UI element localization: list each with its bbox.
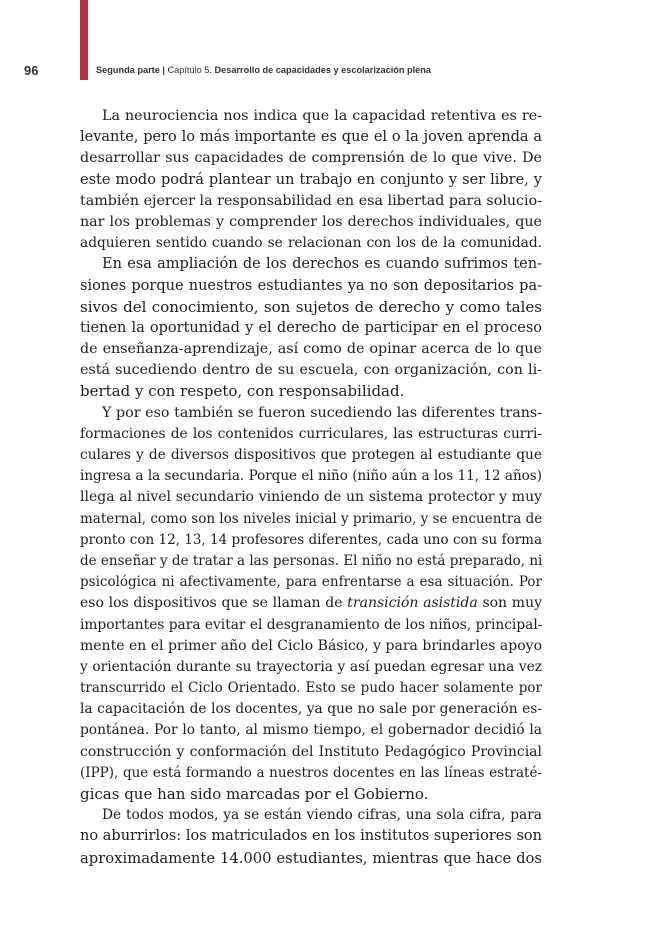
- text-line: ingresa a la secundaria. Porque el niño (niño aún a los 11, 12 años): [80, 468, 542, 485]
- text-line: y orientación durante su trayectoria y así puedan egresar una vez: [80, 658, 542, 675]
- text-line: de enseñar y de tratar a las personas. El niño no está preparado, ni: [80, 552, 543, 569]
- text-line: pronto con 12, 13, 14 profesores diferentes, cada uno con su forma: [80, 531, 542, 548]
- text-line: (IPP), que está formando a nuestros docentes en las líneas estraté-: [80, 764, 542, 781]
- text-line: tienen la oportunidad y el derecho de participar en el proceso: [80, 319, 542, 336]
- text-line: nar los problemas y comprender los derechos individuales, que: [80, 213, 542, 230]
- text-line: formaciones de los contenidos curriculares, las estructuras curri-: [80, 425, 542, 442]
- text-line: transcurrido el Ciclo Orientado. Esto se pudo hacer solamente por: [80, 680, 542, 697]
- text-line: adquieren sentido cuando se relacionan con los de la comunidad.: [80, 235, 542, 252]
- text-line: culares y de diversos dispositivos que protegen al estudiante que: [80, 447, 542, 463]
- text-line: bertad y con respeto, con responsabilidad.: [80, 382, 405, 401]
- emphasized-term: transición asistida: [347, 595, 478, 612]
- text-line: sivos del conocimiento, son sujetos de derecho y como tales: [80, 297, 542, 316]
- text-line: maternal, como son los niveles inicial y primario, y se encuentra de: [80, 510, 543, 527]
- running-head-chapter: Capítulo 5.: [167, 65, 212, 75]
- text-line: está sucediendo dentro de su escuela, con organización, con li-: [80, 362, 542, 379]
- page-number: 96: [24, 63, 39, 78]
- text-line: Y por eso también se fueron sucediendo las diferentes trans-: [102, 404, 542, 421]
- text-line: aproximadamente 14.000 estudiantes, mientras que hace dos: [80, 849, 542, 867]
- text-line: gicas que han sido marcadas por el Gobierno.: [80, 785, 429, 803]
- running-head-part: Segunda parte: [96, 65, 160, 75]
- running-head: [96, 65, 431, 75]
- text-line: La neurociencia nos indica que la capacidad retentiva es re-: [102, 108, 542, 124]
- text-line: De todos modos, ya se están viendo cifras, una sola cifra, para: [102, 807, 542, 824]
- text-line: levante, pero lo más importante es que el o la joven aprenda a: [80, 129, 542, 146]
- text-line: [80, 593, 542, 614]
- text-line: desarrollar sus capacidades de comprensión de lo que vive. De: [80, 150, 542, 167]
- running-head-separator: |: [159, 65, 168, 75]
- text-line: pontánea. Por lo tanto, al mismo tiempo, el gobernador decidió la: [80, 722, 542, 739]
- running-head-chapter-title: Desarrollo de capacidades y escolarización plena: [211, 65, 432, 75]
- body-text: [80, 106, 542, 869]
- text-line: este modo podrá plantear un trabajo en conjunto y ser libre, y: [80, 171, 542, 188]
- text-line: la capacitación de los docentes, ya que no sale por generación es-: [80, 701, 542, 718]
- text-line: siones porque nuestros estudiantes ya no son depositarios pa-: [80, 277, 542, 294]
- text-line: importantes para evitar el desgranamiento de los niños, principal-: [80, 616, 543, 633]
- text-line: de enseñanza-aprendizaje, así como de opinar acerca de lo que: [80, 341, 542, 358]
- text-segment: son muy: [477, 595, 542, 612]
- text-line: psicológica ni afectivamente, para enfrentarse a esa situación. Por: [80, 574, 542, 591]
- text-line: mente en el primer año del Ciclo Básico, y para brindarles apoyo: [80, 637, 542, 654]
- text-segment: eso los dispositivos que se llaman de: [80, 595, 348, 612]
- text-line: no aburrirlos: los matriculados en los institutos superiores son: [80, 828, 542, 845]
- red-margin-bar: [80, 0, 88, 80]
- text-line: construcción y conformación del Instituto Pedagógico Provincial: [80, 743, 542, 760]
- text-line: también ejercer la responsabilidad en esa libertad para solucio-: [80, 192, 542, 209]
- text-line: llega al nivel secundario viniendo de un sistema protector y muy: [80, 489, 542, 506]
- text-line: En esa ampliación de los derechos es cuando sufrimos ten-: [102, 256, 542, 273]
